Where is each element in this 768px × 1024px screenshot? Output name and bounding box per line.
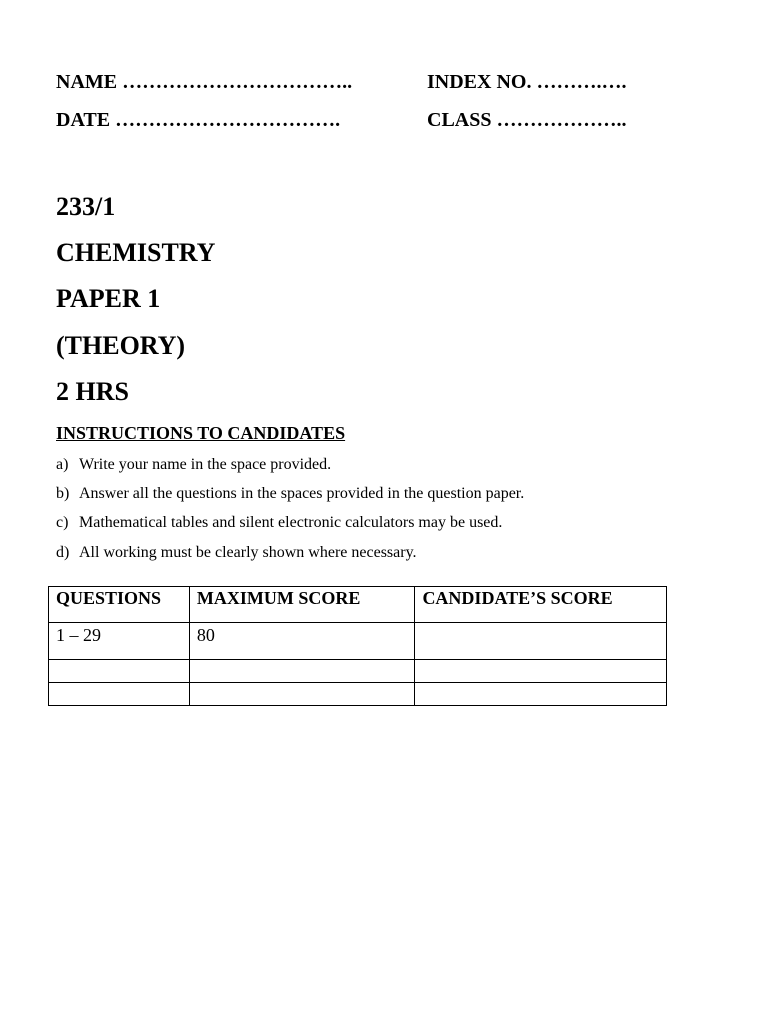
column-header-candidate-score: CANDIDATE’S SCORE — [415, 587, 667, 623]
paper-type: (THEORY) — [56, 331, 186, 360]
score-table — [48, 586, 667, 706]
duration: 2 HRS — [56, 377, 129, 406]
column-header-maximum-score: MAXIMUM SCORE — [189, 587, 415, 623]
table-row — [49, 623, 667, 660]
table-cell — [49, 683, 190, 706]
instruction-text: Write your name in the space provided. — [79, 456, 332, 473]
instruction-text: Answer all the questions in the spaces provided in the question paper. — [79, 485, 525, 502]
instruction-marker: a) — [56, 456, 69, 473]
table-cell[interactable] — [415, 660, 667, 683]
instruction-marker: c) — [56, 514, 69, 531]
table-cell — [189, 683, 415, 706]
subject-title: CHEMISTRY — [56, 238, 216, 267]
table-cell[interactable] — [415, 683, 667, 706]
table-cell: 80 — [189, 623, 415, 660]
name-field: NAME …………………………….. — [56, 71, 353, 93]
instruction-item — [56, 456, 331, 474]
table-cell: 1 – 29 — [49, 623, 190, 660]
table-header-row — [49, 587, 667, 623]
column-header-questions: QUESTIONS — [49, 587, 190, 623]
instruction-marker: b) — [56, 485, 70, 502]
paper-number: PAPER 1 — [56, 284, 161, 313]
instruction-item — [56, 514, 502, 532]
table-cell[interactable] — [415, 623, 667, 660]
instruction-text: All working must be clearly shown where necessary. — [79, 544, 417, 561]
class-field: CLASS ……………….. — [427, 109, 627, 131]
table-cell — [189, 660, 415, 683]
instruction-item — [56, 485, 524, 503]
instruction-item — [56, 544, 417, 562]
index-number-field: INDEX NO. ……….…. — [427, 71, 627, 93]
instruction-text: Mathematical tables and silent electronic calculators may be used. — [79, 514, 503, 531]
instruction-marker: d) — [56, 544, 70, 561]
table-row — [49, 683, 667, 706]
table-row — [49, 660, 667, 683]
date-field: DATE ……………………………. — [56, 109, 341, 131]
paper-code: 233/1 — [56, 192, 116, 221]
table-cell — [49, 660, 190, 683]
instructions-heading: INSTRUCTIONS TO CANDIDATES — [56, 423, 346, 443]
